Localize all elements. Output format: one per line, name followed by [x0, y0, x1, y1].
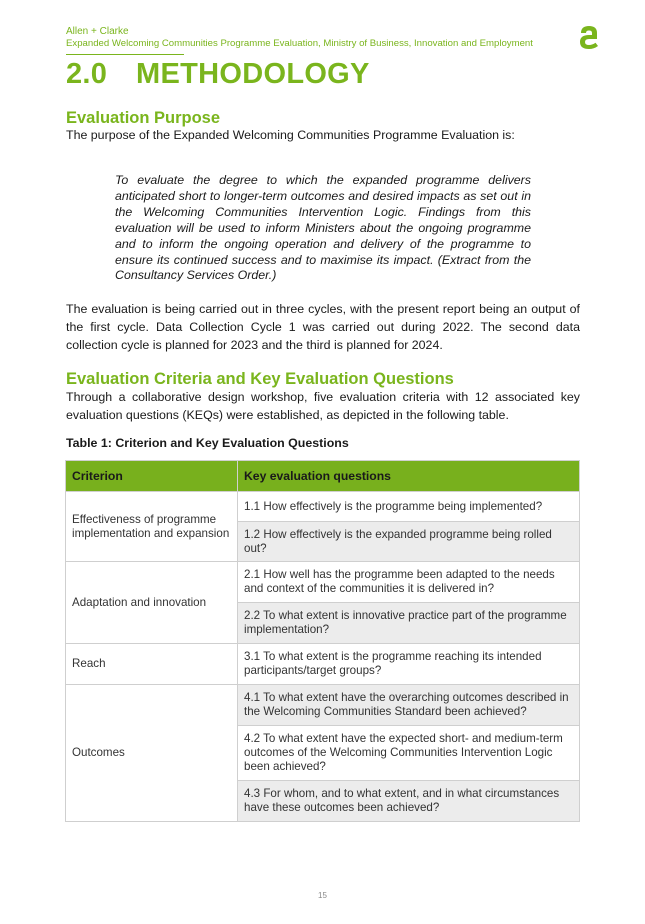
purpose-intro: The purpose of the Expanded Welcoming Communities Programme Evaluation is:: [66, 128, 515, 142]
allen-clarke-logo-icon: [577, 24, 603, 50]
page-number: 15: [318, 891, 327, 900]
question-cell: 2.1 How well has the programme been adapted to the needs and context of the communities it is delivered in?: [238, 562, 580, 603]
header-criterion: Criterion: [66, 461, 238, 492]
table-header-row: [66, 461, 580, 492]
question-cell: 4.2 To what extent have the expected short- and medium-term outcomes of the Welcoming Communities Intervention Logic been achieved?: [238, 726, 580, 781]
section-heading: [66, 58, 370, 91]
criteria-table: [65, 460, 580, 822]
question-cell: 4.1 To what extent have the overarching outcomes described in the Welcoming Communities Standard been achieved?: [238, 685, 580, 726]
criterion-cell: Reach: [66, 644, 238, 685]
purpose-quote: To evaluate the degree to which the expanded programme delivers anticipated short to longer-term outcomes and desired impacts as set out in the Welcoming Communities Intervention Logic. Findings from this evaluation will be used to inform Ministers about the ongoing programme and to inform the ongoing operation and delivery of the programme to ensure its continued success and to maximise its impact. (Extract from the Consultancy Services Order.): [115, 173, 531, 283]
table-caption: Table 1: Criterion and Key Evaluation Questions: [66, 436, 349, 450]
criterion-cell: Outcomes: [66, 685, 238, 822]
section-number: 2.0: [66, 58, 108, 90]
header-org: Allen + Clarke: [66, 26, 129, 37]
table-row: [66, 644, 580, 685]
header-questions: Key evaluation questions: [238, 461, 580, 492]
table-row: [66, 685, 580, 726]
purpose-heading: Evaluation Purpose: [66, 109, 221, 127]
criterion-cell: Effectiveness of programme implementation and expansion: [66, 492, 238, 562]
criteria-intro: Through a collaborative design workshop, five evaluation criteria with 12 associated key evaluation questions (KEQs) were established, as depicted in the following table.: [66, 390, 580, 422]
cycles-paragraph: The evaluation is being carried out in three cycles, with the present report being an output of the first cycle. Data Collection Cycle 1 was carried out during 2022. The second data collection cycle is planned for 2023 and the third is planned for 2024.: [66, 302, 580, 352]
header-rule: [66, 54, 184, 55]
section-title: METHODOLOGY: [136, 58, 370, 90]
running-header: [66, 26, 533, 55]
header-subtitle: Expanded Welcoming Communities Programme Evaluation, Ministry of Business, Innovation and Employment: [66, 38, 533, 49]
question-cell: 3.1 To what extent is the programme reaching its intended participants/target groups?: [238, 644, 580, 685]
criterion-cell: Adaptation and innovation: [66, 562, 238, 644]
question-cell: 1.2 How effectively is the expanded programme being rolled out?: [238, 522, 580, 562]
table-row: [66, 492, 580, 522]
question-cell: 1.1 How effectively is the programme being implemented?: [238, 492, 580, 522]
question-cell: 2.2 To what extent is innovative practice part of the programme implementation?: [238, 603, 580, 644]
criteria-heading: Evaluation Criteria and Key Evaluation Questions: [66, 370, 454, 388]
table-row: [66, 562, 580, 603]
question-cell: 4.3 For whom, and to what extent, and in what circumstances have these outcomes been achieved?: [238, 781, 580, 822]
